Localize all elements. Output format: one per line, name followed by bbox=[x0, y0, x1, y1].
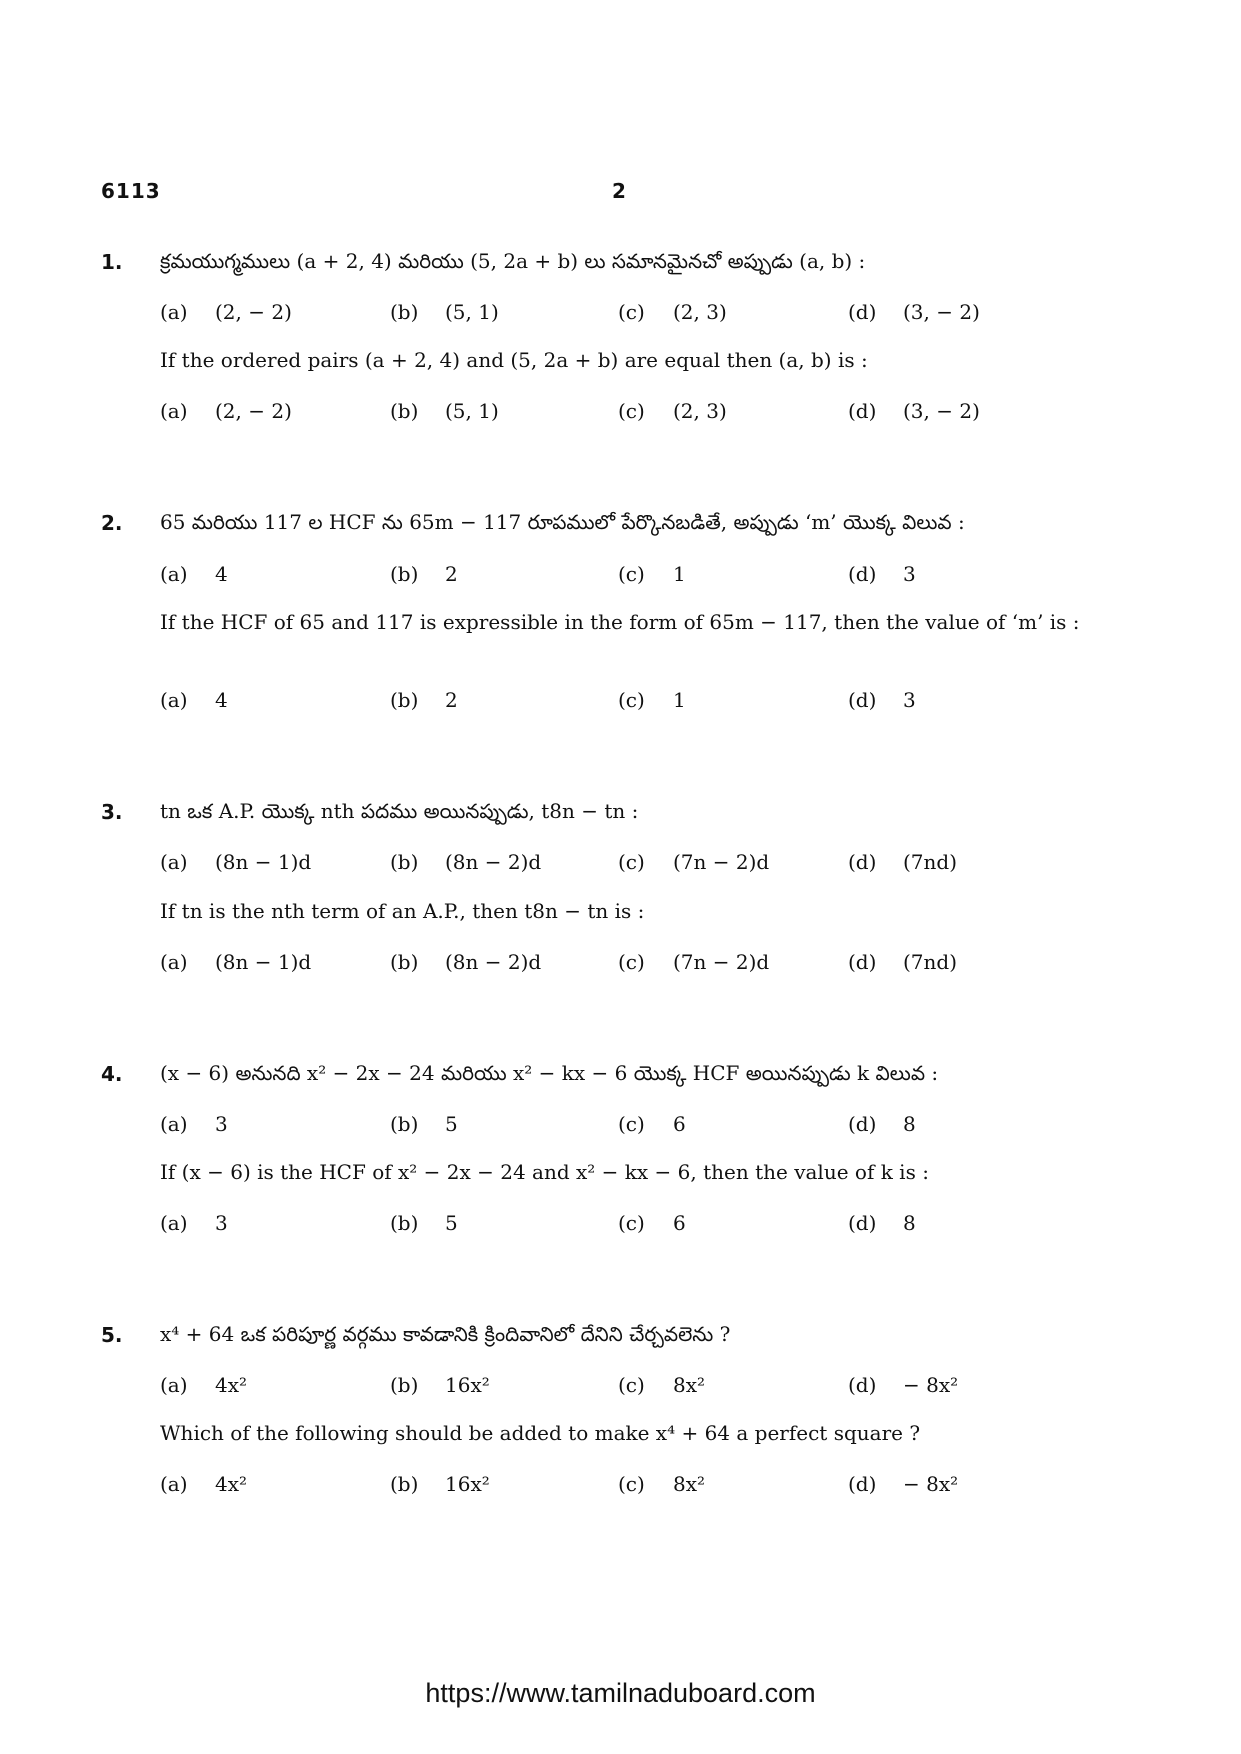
options-english bbox=[160, 1472, 1090, 1500]
options-telugu bbox=[160, 1112, 1090, 1140]
options-telugu bbox=[160, 850, 1090, 878]
option-d: (d) 8 bbox=[848, 1112, 916, 1136]
option-c: (c) (2, 3) bbox=[618, 300, 727, 324]
option-b: (b) (8n − 2)d bbox=[390, 850, 542, 874]
option-b: (b) 2 bbox=[390, 688, 458, 712]
footer-url[interactable]: https://www.tamilnaduboard.com bbox=[425, 1678, 816, 1708]
paper-code: 6113 bbox=[101, 179, 161, 203]
question-number: 2. bbox=[101, 511, 123, 535]
option-c: (c) (2, 3) bbox=[618, 399, 727, 423]
option-a: (a) 4 bbox=[160, 562, 228, 586]
options-english bbox=[160, 688, 1090, 716]
option-a: (a) 4 bbox=[160, 688, 228, 712]
option-d: (d) (7nd) bbox=[848, 950, 958, 974]
question-text-english: Which of the following should be added to make x⁴ + 64 a perfect square ? bbox=[160, 1421, 921, 1445]
option-b: (b) 5 bbox=[390, 1112, 458, 1136]
option-c: (c) (7n − 2)d bbox=[618, 950, 770, 974]
question-number: 5. bbox=[101, 1323, 123, 1347]
page-number: 2 bbox=[612, 179, 626, 203]
options-telugu bbox=[160, 300, 1090, 328]
option-a: (a) 4x² bbox=[160, 1472, 248, 1496]
question-number: 1. bbox=[101, 250, 123, 274]
option-a: (a) 4x² bbox=[160, 1373, 248, 1397]
option-b: (b) (5, 1) bbox=[390, 300, 499, 324]
option-b: (b) 16x² bbox=[390, 1373, 490, 1397]
option-c: (c) (7n − 2)d bbox=[618, 850, 770, 874]
question-text-telugu: క్రమయుగ్మములు (a + 2, 4) మరియు (5, 2a + b) లు సమానమైనచో అప్పుడు (a, b) : bbox=[160, 249, 866, 273]
question-text-english: If (x − 6) is the HCF of x² − 2x − 24 and x² − kx − 6, then the value of k is : bbox=[160, 1160, 929, 1184]
question-number: 3. bbox=[101, 800, 123, 824]
option-b: (b) 2 bbox=[390, 562, 458, 586]
question-text-english: If the HCF of 65 and 117 is expressible in the form of 65m − 117, then the value of ‘m’ is : bbox=[160, 610, 1080, 634]
option-b: (b) (8n − 2)d bbox=[390, 950, 542, 974]
options-english bbox=[160, 950, 1090, 978]
option-c: (c) 1 bbox=[618, 688, 686, 712]
question-text-telugu: 65 మరియు 117 ల HCF ను 65m − 117 రూపములో పేర్కొనబడితే, అప్పుడు ‘m’ యొక్క విలువ : bbox=[160, 510, 965, 534]
option-a: (a) 3 bbox=[160, 1211, 228, 1235]
options-english bbox=[160, 1211, 1090, 1239]
option-a: (a) 3 bbox=[160, 1112, 228, 1136]
question-number: 4. bbox=[101, 1062, 123, 1086]
option-a: (a) (2, − 2) bbox=[160, 300, 292, 324]
option-d: (d) (3, − 2) bbox=[848, 399, 980, 423]
option-c: (c) 8x² bbox=[618, 1373, 706, 1397]
question-text-english: If the ordered pairs (a + 2, 4) and (5, 2a + b) are equal then (a, b) is : bbox=[160, 348, 868, 372]
question-text-english: If tn is the nth term of an A.P., then t8n − tn is : bbox=[160, 899, 645, 923]
option-a: (a) (8n − 1)d bbox=[160, 850, 312, 874]
option-d: (d) (7nd) bbox=[848, 850, 958, 874]
option-d: (d) (3, − 2) bbox=[848, 300, 980, 324]
option-b: (b) (5, 1) bbox=[390, 399, 499, 423]
option-d: (d) 3 bbox=[848, 688, 916, 712]
option-d: (d) 8 bbox=[848, 1211, 916, 1235]
option-c: (c) 8x² bbox=[618, 1472, 706, 1496]
options-english bbox=[160, 399, 1090, 427]
option-b: (b) 16x² bbox=[390, 1472, 490, 1496]
option-b: (b) 5 bbox=[390, 1211, 458, 1235]
option-c: (c) 6 bbox=[618, 1112, 686, 1136]
option-c: (c) 1 bbox=[618, 562, 686, 586]
option-d: (d) − 8x² bbox=[848, 1373, 959, 1397]
options-telugu bbox=[160, 562, 1090, 590]
question-text-telugu: x⁴ + 64 ఒక పరిపూర్ణ వర్గము కావడానికి క్రిందివానిలో దేనిని చేర్చవలెను ? bbox=[160, 1322, 731, 1346]
option-a: (a) (2, − 2) bbox=[160, 399, 292, 423]
options-telugu bbox=[160, 1373, 1090, 1401]
question-text-telugu: tn ఒక A.P. యొక్క nth పదము అయినప్పుడు, t8n − tn : bbox=[160, 799, 639, 823]
question-text-telugu: (x − 6) అనునది x² − 2x − 24 మరియు x² − kx − 6 యొక్క HCF అయినప్పుడు k విలువ : bbox=[160, 1061, 939, 1085]
option-d: (d) 3 bbox=[848, 562, 916, 586]
option-a: (a) (8n − 1)d bbox=[160, 950, 312, 974]
option-d: (d) − 8x² bbox=[848, 1472, 959, 1496]
option-c: (c) 6 bbox=[618, 1211, 686, 1235]
